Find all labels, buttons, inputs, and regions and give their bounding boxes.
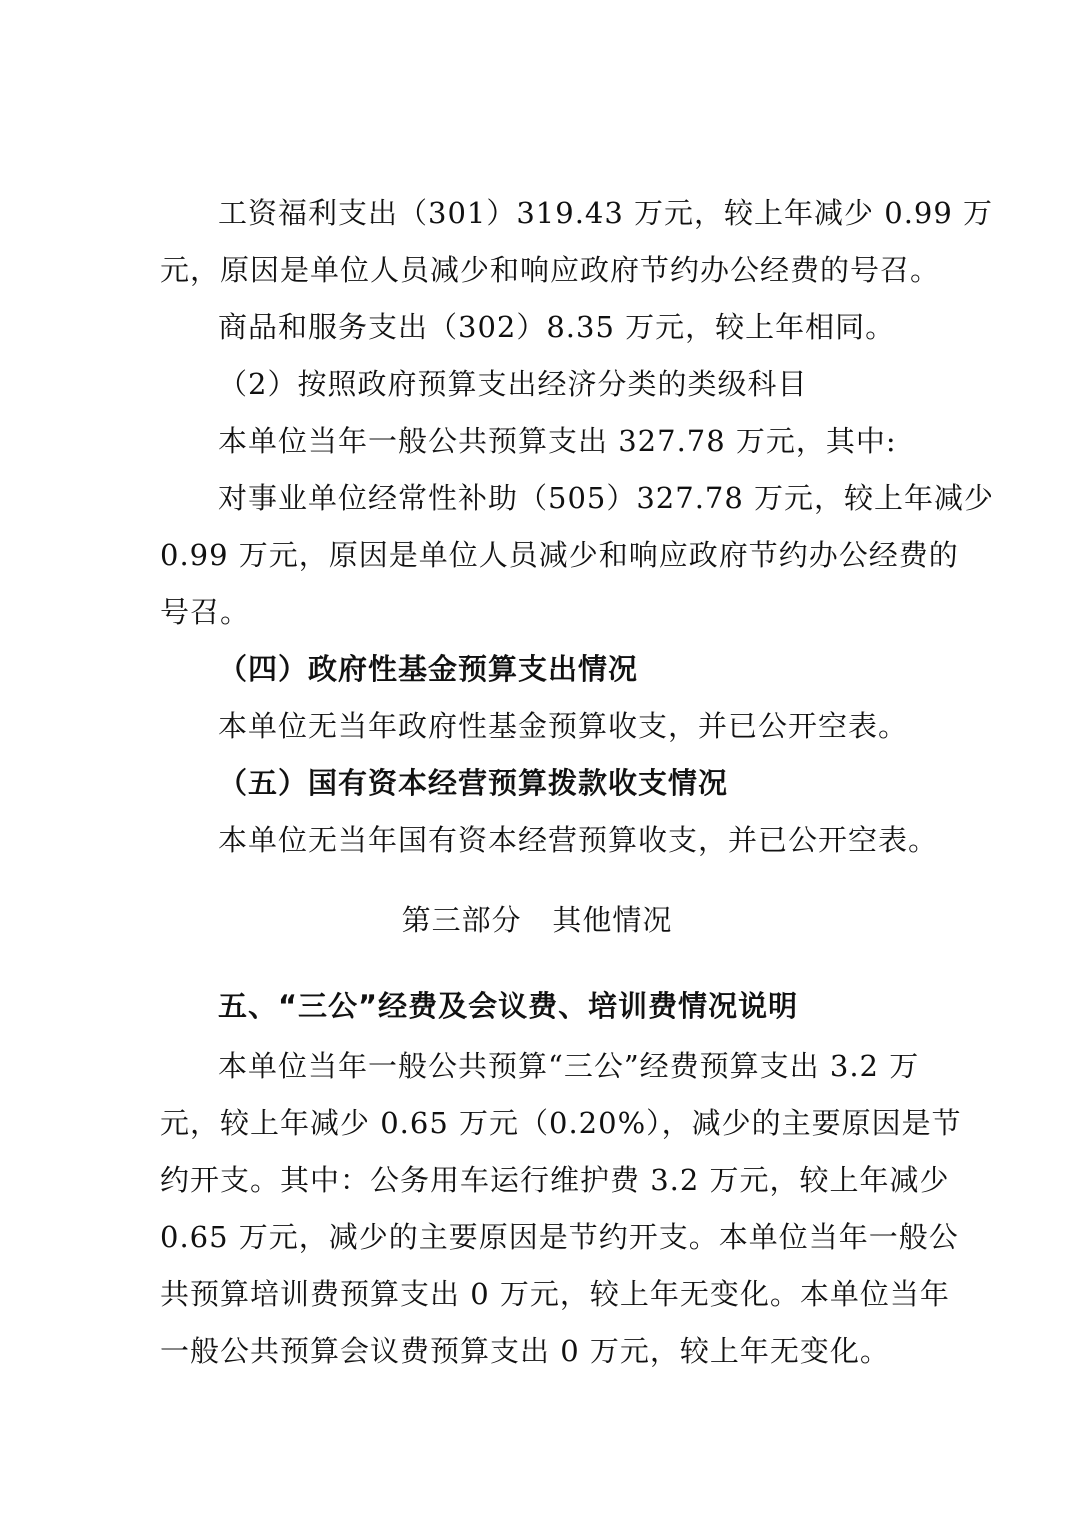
paragraph-subsidy-line-3: 号召。 <box>160 595 251 629</box>
paragraph-government-fund: 本单位无当年政府性基金预算收支，并已公开空表。 <box>218 709 909 743</box>
paragraph-three-public-line-2: 元，较上年减少 0.65 万元（0.20%），减少的主要原因是节 <box>160 1106 962 1140</box>
paragraph-three-public-line-4: 0.65 万元，减少的主要原因是节约开支。本单位当年一般公 <box>160 1220 959 1254</box>
paragraph-three-public-line-3: 约开支。其中：公务用车运行维护费 3.2 万元，较上年减少 <box>160 1163 950 1197</box>
heading-government-fund: （四）政府性基金预算支出情况 <box>218 652 639 686</box>
paragraph-state-capital: 本单位无当年国有资本经营预算收支，并已公开空表。 <box>218 823 939 857</box>
part-three-title: 第三部分 其他情况 <box>401 903 673 937</box>
heading-state-capital: （五）国有资本经营预算拨款收支情况 <box>218 766 729 800</box>
paragraph-three-public-line-6: 一般公共预算会议费预算支出 0 万元，较上年无变化。 <box>160 1334 890 1368</box>
paragraph-general-budget-total: 本单位当年一般公共预算支出 327.78 万元，其中: <box>218 424 897 458</box>
paragraph-three-public-line-5: 共预算培训费预算支出 0 万元，较上年无变化。本单位当年 <box>160 1277 950 1311</box>
paragraph-three-public-line-1: 本单位当年一般公共预算“三公”经费预算支出 3.2 万 <box>218 1049 920 1083</box>
paragraph-subsidy-line-1: 对事业单位经常性补助（505）327.78 万元，较上年减少 <box>218 481 995 515</box>
paragraph-wage-welfare-line-1: 工资福利支出（301）319.43 万元，较上年减少 0.99 万 <box>218 196 994 230</box>
paragraph-economic-classification: （2）按照政府预算支出经济分类的类级科目 <box>218 367 808 401</box>
paragraph-wage-welfare-line-2: 元，原因是单位人员减少和响应政府节约办公经费的号召。 <box>160 253 941 287</box>
section-heading-three-public: 五、“三公”经费及会议费、培训费情况说明 <box>218 989 799 1023</box>
paragraph-subsidy-line-2: 0.99 万元，原因是单位人员减少和响应政府节约办公经费的 <box>160 538 959 572</box>
paragraph-goods-services: 商品和服务支出（302）8.35 万元，较上年相同。 <box>218 310 896 344</box>
